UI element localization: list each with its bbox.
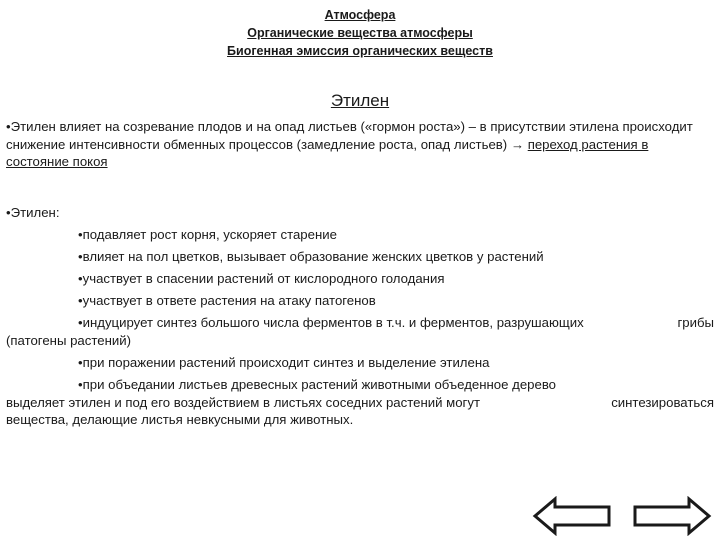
prev-slide-button[interactable] (532, 496, 612, 541)
list-item-text: грибы (677, 315, 714, 331)
paragraph-2: •Этилен: (6, 205, 60, 220)
list-item-text: синтезироваться (611, 394, 714, 410)
list-item-text: (патогены растений) (6, 332, 131, 348)
paragraph-1-underlined: переход растения в состояние покоя (6, 136, 649, 169)
arrow-left-icon (532, 496, 612, 536)
list-item: •влияет на пол цветков, вызывает образование женских цветков у растений (78, 249, 544, 265)
list-item-text: вещества, делающие листья невкусными для животных. (6, 412, 354, 428)
list-item (6, 376, 714, 429)
header (0, 6, 720, 60)
arrow-right-icon (632, 496, 712, 536)
list-item: •подавляет рост корня, ускоряет старение (78, 227, 337, 242)
list-item: •участвует в спасении растений от кислородного голодания (78, 271, 445, 287)
header-line-2: Органические вещества атмосферы (247, 26, 473, 40)
ethylene-effects-list (6, 226, 714, 433)
list-item-text: выделяет этилен и под его воздействием в листьях соседних растений могут (6, 394, 480, 410)
list-item-text: •индуцирует синтез большого числа ферментов в т.ч. и ферментов, разрушающих (78, 315, 584, 331)
list-item: •участвует в ответе растения на атаку патогенов (78, 293, 376, 309)
list-item: •при поражении растений происходит синтез и выделение этилена (78, 354, 490, 370)
paragraph-1 (6, 118, 714, 171)
header-line-3: Биогенная эмиссия органических веществ (227, 44, 493, 58)
slide-title: Этилен (330, 91, 390, 110)
next-slide-button[interactable] (632, 496, 712, 541)
paragraph-1-text: •Этилен влияет на созревание плодов и на опад листьев («гормон роста») – в присутствии этилена происходит снижение интенсивности обменных процессов (замедление роста, опад листьев) → (6, 119, 693, 152)
list-item-text: •при объедании листьев древесных растений животными объеденное дерево (78, 377, 557, 393)
header-line-1: Атмосфера (324, 8, 396, 22)
list-item (6, 314, 714, 349)
